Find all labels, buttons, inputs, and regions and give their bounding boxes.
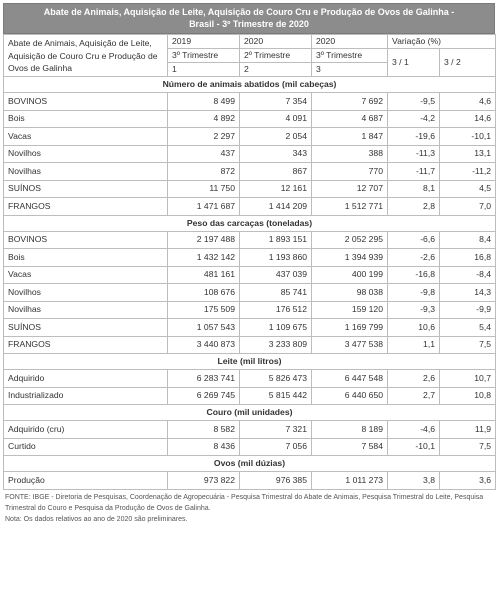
value-cell: 176 512 — [240, 301, 312, 319]
header-corner-cell: Abate de Animais, Aquisição de Leite, Aquisição de Couro Cru e Produção de Ovos de Galinha — [4, 35, 168, 77]
value-cell: 7,0 — [440, 198, 496, 216]
row-label: SUÍNOS — [4, 319, 168, 337]
value-cell: 14,3 — [440, 284, 496, 302]
value-cell: -10,1 — [388, 438, 440, 456]
value-cell: 8,1 — [388, 180, 440, 198]
value-cell: 2 297 — [168, 128, 240, 146]
row-label: Novilhos — [4, 284, 168, 302]
row-label: Adquirido — [4, 370, 168, 388]
row-label: SUÍNOS — [4, 180, 168, 198]
table-title-line1: Abate de Animais, Aquisição de Leite, Aquisição de Couro Cru e Produção de Ovos de Galinha - — [43, 7, 455, 17]
value-cell: 5 815 442 — [240, 387, 312, 405]
header-year-2: 2020 — [240, 35, 312, 49]
table-row — [4, 319, 496, 337]
table-title — [3, 3, 495, 34]
value-cell: 2 054 — [240, 128, 312, 146]
value-cell: 159 120 — [312, 301, 388, 319]
value-cell: 2,8 — [388, 198, 440, 216]
row-label: FRANGOS — [4, 336, 168, 354]
value-cell: 400 199 — [312, 266, 388, 284]
value-cell: -19,6 — [388, 128, 440, 146]
value-cell: 343 — [240, 145, 312, 163]
value-cell: 4,5 — [440, 180, 496, 198]
section-row — [4, 77, 496, 93]
value-cell: 175 509 — [168, 301, 240, 319]
row-label: Novilhos — [4, 145, 168, 163]
value-cell: -16,8 — [388, 266, 440, 284]
row-label: BOVINOS — [4, 231, 168, 249]
value-cell: -4,2 — [388, 110, 440, 128]
value-cell: 3 233 809 — [240, 336, 312, 354]
value-cell: 6 269 745 — [168, 387, 240, 405]
section-title: Peso das carcaças (toneladas) — [4, 215, 496, 231]
table-row — [4, 284, 496, 302]
value-cell: 1 057 543 — [168, 319, 240, 337]
table-row — [4, 336, 496, 354]
section-row — [4, 405, 496, 421]
row-label: Novilhas — [4, 301, 168, 319]
value-cell: 973 822 — [168, 472, 240, 490]
value-cell: 10,7 — [440, 370, 496, 388]
value-cell: 437 — [168, 145, 240, 163]
value-cell: -8,4 — [440, 266, 496, 284]
value-cell: 8 189 — [312, 421, 388, 439]
value-cell: 1 011 273 — [312, 472, 388, 490]
value-cell: -9,5 — [388, 93, 440, 111]
header-index-1: 1 — [168, 63, 240, 77]
section-title: Couro (mil unidades) — [4, 405, 496, 421]
value-cell: -6,6 — [388, 231, 440, 249]
value-cell: 7 692 — [312, 93, 388, 111]
value-cell: 5,4 — [440, 319, 496, 337]
value-cell: 85 741 — [240, 284, 312, 302]
value-cell: 2 052 295 — [312, 231, 388, 249]
value-cell: 4 687 — [312, 110, 388, 128]
table-row — [4, 198, 496, 216]
table-row — [4, 93, 496, 111]
table-row — [4, 110, 496, 128]
value-cell: 6 447 548 — [312, 370, 388, 388]
header-quarter-1: 3º Trimestre — [168, 49, 240, 63]
value-cell: 1 169 799 — [312, 319, 388, 337]
row-label: Bois — [4, 110, 168, 128]
table-body — [4, 35, 496, 490]
value-cell: 872 — [168, 163, 240, 181]
value-cell: 1 432 142 — [168, 249, 240, 267]
statistics-table-container — [3, 3, 495, 525]
value-cell: -9,3 — [388, 301, 440, 319]
value-cell: 108 676 — [168, 284, 240, 302]
value-cell: -9,9 — [440, 301, 496, 319]
value-cell: 1 893 151 — [240, 231, 312, 249]
table-row — [4, 301, 496, 319]
value-cell: -9,8 — [388, 284, 440, 302]
table-row — [4, 180, 496, 198]
value-cell: 7 321 — [240, 421, 312, 439]
value-cell: -11,3 — [388, 145, 440, 163]
value-cell: 6 440 650 — [312, 387, 388, 405]
table-row — [4, 249, 496, 267]
header-variation: Variação (%) — [388, 35, 496, 49]
value-cell: 7 056 — [240, 438, 312, 456]
value-cell: -2,6 — [388, 249, 440, 267]
table-row — [4, 421, 496, 439]
value-cell: 2 197 488 — [168, 231, 240, 249]
row-label: Curtido — [4, 438, 168, 456]
value-cell: 1 414 209 — [240, 198, 312, 216]
value-cell: 3 477 538 — [312, 336, 388, 354]
table-row — [4, 370, 496, 388]
value-cell: 13,1 — [440, 145, 496, 163]
table-title-line2: Brasil - 3º Trimestre de 2020 — [189, 19, 309, 29]
table-row — [4, 387, 496, 405]
value-cell: 3,6 — [440, 472, 496, 490]
table-row — [4, 438, 496, 456]
row-label: Vacas — [4, 128, 168, 146]
value-cell: 10,8 — [440, 387, 496, 405]
value-cell: 4 091 — [240, 110, 312, 128]
value-cell: 12 707 — [312, 180, 388, 198]
table-row — [4, 128, 496, 146]
header-index-2: 2 — [240, 63, 312, 77]
value-cell: 7,5 — [440, 438, 496, 456]
table-row — [4, 266, 496, 284]
table-row — [4, 163, 496, 181]
section-title: Número de animais abatidos (mil cabeças) — [4, 77, 496, 93]
row-label: Produção — [4, 472, 168, 490]
value-cell: 976 385 — [240, 472, 312, 490]
header-quarter-2: 2º Trimestre — [240, 49, 312, 63]
value-cell: 10,6 — [388, 319, 440, 337]
section-row — [4, 215, 496, 231]
footer-note: Nota: Os dados relativos ao ano de 2020 são preliminares. — [5, 515, 188, 523]
value-cell: 4 892 — [168, 110, 240, 128]
row-label: Adquirido (cru) — [4, 421, 168, 439]
value-cell: 8 499 — [168, 93, 240, 111]
value-cell: 1 471 687 — [168, 198, 240, 216]
table-row — [4, 472, 496, 490]
value-cell: 8,4 — [440, 231, 496, 249]
value-cell: 1,1 — [388, 336, 440, 354]
value-cell: 11,9 — [440, 421, 496, 439]
value-cell: -10,1 — [440, 128, 496, 146]
value-cell: 481 161 — [168, 266, 240, 284]
value-cell: 4,6 — [440, 93, 496, 111]
value-cell: 12 161 — [240, 180, 312, 198]
row-label: Bois — [4, 249, 168, 267]
value-cell: 98 038 — [312, 284, 388, 302]
value-cell: 2,6 — [388, 370, 440, 388]
value-cell: -11,7 — [388, 163, 440, 181]
value-cell: 1 109 675 — [240, 319, 312, 337]
value-cell: 1 394 939 — [312, 249, 388, 267]
value-cell: -4,6 — [388, 421, 440, 439]
value-cell: 7,5 — [440, 336, 496, 354]
value-cell: 2,7 — [388, 387, 440, 405]
statistics-table — [3, 34, 496, 490]
value-cell: 867 — [240, 163, 312, 181]
header-year-3: 2020 — [312, 35, 388, 49]
value-cell: 3 440 873 — [168, 336, 240, 354]
table-row — [4, 145, 496, 163]
section-row — [4, 354, 496, 370]
row-label: Novilhas — [4, 163, 168, 181]
section-title: Ovos (mil dúzias) — [4, 456, 496, 472]
value-cell: 7 584 — [312, 438, 388, 456]
value-cell: 770 — [312, 163, 388, 181]
section-row — [4, 456, 496, 472]
footer-source: FONTE: IBGE - Diretoria de Pesquisas, Coordenação de Agropecuária - Pesquisa Trimestral do Abate de Animais, Pesquisa Trimestral do Leite, Pesquisa Trimestral do Couro e Pesquisa da Produção de Ovos de Galinha. — [5, 493, 484, 512]
section-title: Leite (mil litros) — [4, 354, 496, 370]
value-cell: 1 847 — [312, 128, 388, 146]
value-cell: 14,6 — [440, 110, 496, 128]
header-var-col-1: 3 / 1 — [388, 49, 440, 77]
value-cell: 7 354 — [240, 93, 312, 111]
header-row-years — [4, 35, 496, 49]
value-cell: 1 512 771 — [312, 198, 388, 216]
header-index-3: 3 — [312, 63, 388, 77]
value-cell: 8 582 — [168, 421, 240, 439]
table-footer — [3, 490, 495, 525]
value-cell: -11,2 — [440, 163, 496, 181]
value-cell: 388 — [312, 145, 388, 163]
header-quarter-3: 3º Trimestre — [312, 49, 388, 63]
value-cell: 5 826 473 — [240, 370, 312, 388]
table-row — [4, 231, 496, 249]
header-year-1: 2019 — [168, 35, 240, 49]
row-label: Industrializado — [4, 387, 168, 405]
value-cell: 1 193 860 — [240, 249, 312, 267]
value-cell: 8 436 — [168, 438, 240, 456]
value-cell: 437 039 — [240, 266, 312, 284]
row-label: Vacas — [4, 266, 168, 284]
value-cell: 16,8 — [440, 249, 496, 267]
value-cell: 3,8 — [388, 472, 440, 490]
value-cell: 6 283 741 — [168, 370, 240, 388]
row-label: FRANGOS — [4, 198, 168, 216]
header-var-col-2: 3 / 2 — [440, 49, 496, 77]
row-label: BOVINOS — [4, 93, 168, 111]
value-cell: 11 750 — [168, 180, 240, 198]
